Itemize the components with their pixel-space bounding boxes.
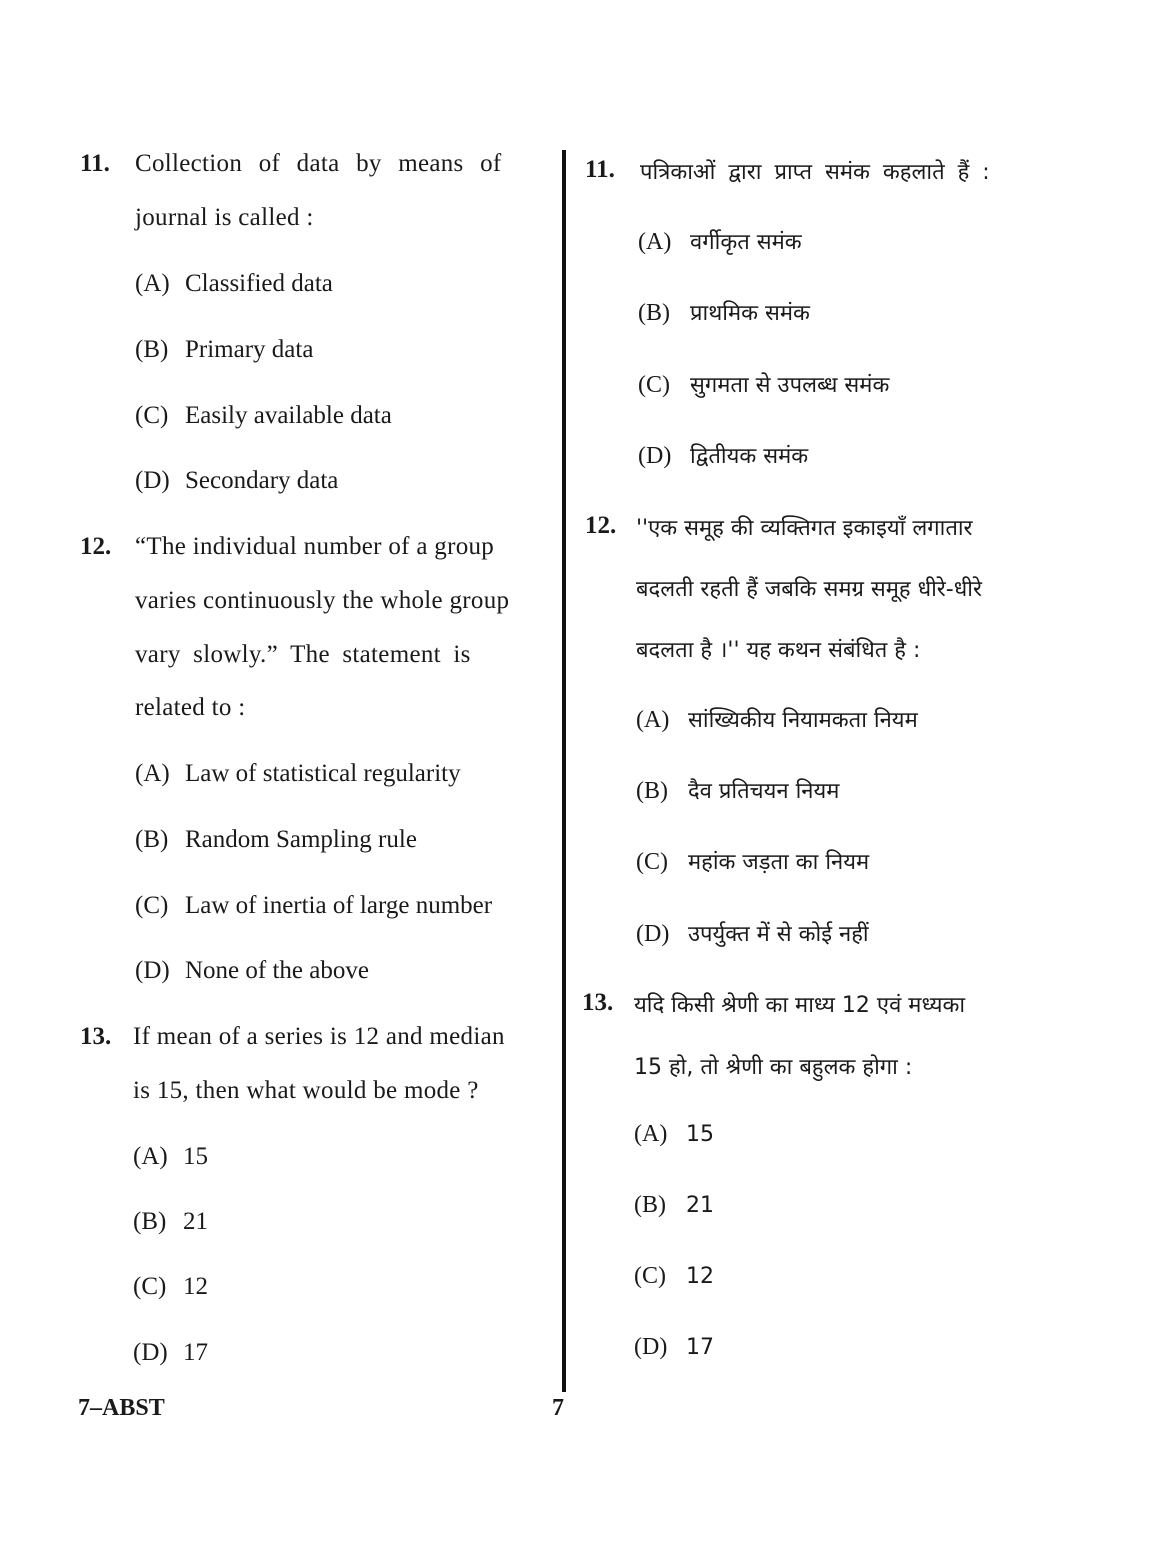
question-12-stem-line-2: varies continuously the whole group: [135, 587, 510, 614]
question-13-stem-line-1: If mean of a series is 12 and median: [133, 1023, 505, 1050]
option-text: Law of statistical regularity: [185, 760, 461, 787]
option-letter: (B): [636, 778, 668, 804]
question-12-option-c-hindi: [636, 846, 869, 876]
question-11-stem-line-1: Collection of data by means of: [135, 150, 502, 177]
question-12-number-hindi: 12.: [585, 512, 617, 539]
question-13-option-c-hindi: [634, 1263, 714, 1290]
option-letter: (C): [135, 402, 169, 429]
question-12-option-b-hindi: [636, 775, 839, 805]
question-12-option-b: [135, 826, 417, 854]
option-letter: (A): [636, 707, 670, 733]
question-12-option-d: [135, 957, 369, 985]
question-12-option-c: [135, 892, 492, 920]
option-letter: (B): [135, 826, 169, 853]
option-letter: (C): [135, 892, 169, 919]
question-11-option-d: [135, 467, 338, 495]
option-text: 12: [183, 1273, 208, 1300]
question-12-option-a: [135, 760, 461, 788]
option-text: Easily available data: [185, 402, 392, 429]
option-letter: (C): [133, 1273, 167, 1300]
option-letter: (B): [638, 300, 670, 326]
option-text: 21: [686, 1193, 714, 1218]
option-letter: (D): [133, 1339, 168, 1366]
question-13-option-b-hindi: [634, 1192, 714, 1219]
column-divider: [562, 150, 566, 1392]
option-text: दैव प्रतिचयन नियम: [688, 779, 840, 804]
option-text: 12: [686, 1264, 714, 1289]
question-11-option-a: [135, 270, 333, 298]
option-text: 17: [686, 1335, 714, 1360]
question-11-option-b-hindi: [638, 297, 810, 327]
question-12-option-d-hindi: [636, 918, 869, 948]
question-11-option-c: [135, 402, 392, 430]
option-text: None of the above: [185, 957, 369, 984]
option-text: सांख्यिकीय नियामकता नियम: [688, 708, 918, 733]
question-11-number-hindi: 11.: [585, 156, 615, 183]
question-12-stem-line-1: “The individual number of a group: [135, 533, 495, 560]
option-text: प्राथमिक समंक: [690, 301, 810, 326]
option-text: 15: [183, 1143, 208, 1170]
question-12-stem-hindi-line-1: ''एक समूह की व्यक्तिगत इकाइयाँ लगातार: [636, 516, 973, 541]
option-letter: (D): [638, 443, 672, 469]
question-12-option-a-hindi: [636, 704, 918, 734]
option-text: Random Sampling rule: [185, 826, 417, 853]
option-text: उपर्युक्त में से कोई नहीं: [688, 922, 869, 947]
question-13-option-d-hindi: [634, 1334, 714, 1361]
option-letter: (A): [133, 1143, 168, 1170]
question-12-number: 12.: [80, 533, 112, 560]
option-text: 15: [686, 1122, 714, 1147]
option-letter: (C): [638, 372, 670, 398]
option-text: सुगमता से उपलब्ध समंक: [690, 373, 890, 398]
option-letter: (D): [636, 921, 670, 947]
option-letter: (C): [636, 849, 668, 875]
option-text: Secondary data: [185, 467, 339, 494]
question-13-number-hindi: 13.: [582, 989, 614, 1016]
option-letter: (A): [135, 760, 170, 787]
question-11-option-c-hindi: [638, 369, 889, 399]
question-11-stem-hindi: पत्रिकाओं द्वारा प्राप्त समंक कहलाते हैं :: [640, 160, 990, 185]
option-letter: (A): [634, 1121, 668, 1147]
question-11-number: 11.: [80, 150, 110, 177]
question-13-option-d: [133, 1339, 208, 1367]
question-13-stem-hindi-line-1: यदि किसी श्रेणी का माध्य 12 एवं मध्यका: [634, 993, 966, 1018]
question-11-option-a-hindi: [638, 226, 802, 256]
question-12-stem-line-3: vary slowly.” The statement is: [135, 641, 471, 668]
question-11-option-d-hindi: [638, 440, 808, 470]
option-text: Primary data: [185, 336, 314, 363]
option-letter: (B): [133, 1208, 167, 1235]
question-12-stem-line-4: related to :: [135, 694, 246, 721]
option-text: Law of inertia of large number: [185, 892, 493, 919]
option-letter: (B): [634, 1192, 666, 1218]
option-letter: (D): [135, 467, 170, 494]
question-13-option-a-hindi: [634, 1121, 714, 1148]
option-text: Classified data: [185, 270, 333, 297]
option-letter: (B): [135, 336, 169, 363]
option-text: महांक जड़ता का नियम: [688, 850, 870, 875]
paper-code: 7–ABST: [78, 1395, 165, 1421]
option-letter: (D): [135, 957, 170, 984]
option-text: 21: [183, 1208, 208, 1235]
option-letter: (A): [135, 270, 170, 297]
option-text: वर्गीकृत समंक: [690, 230, 802, 255]
question-13-option-c: [133, 1273, 208, 1301]
question-11-stem-line-2: journal is called :: [135, 204, 314, 231]
option-letter: (D): [634, 1334, 668, 1360]
option-text: द्वितीयक समंक: [690, 444, 809, 469]
option-letter: (A): [638, 229, 672, 255]
question-12-stem-hindi-line-3: बदलता है ।'' यह कथन संबंधित है :: [636, 638, 921, 663]
question-13-option-b: [133, 1208, 208, 1236]
question-12-stem-hindi-line-2: बदलती रहती हैं जबकि समग्र समूह धीरे-धीरे: [636, 577, 982, 602]
question-11-option-b: [135, 336, 313, 364]
page-number: 7: [552, 1395, 564, 1421]
question-13-number: 13.: [80, 1023, 112, 1050]
question-13-option-a: [133, 1143, 208, 1171]
option-text: 17: [183, 1339, 208, 1366]
question-13-stem-line-2: is 15, then what would be mode ?: [133, 1077, 479, 1104]
option-letter: (C): [634, 1263, 666, 1289]
question-13-stem-hindi-line-2: 15 हो, तो श्रेणी का बहुलक होगा :: [634, 1055, 913, 1080]
